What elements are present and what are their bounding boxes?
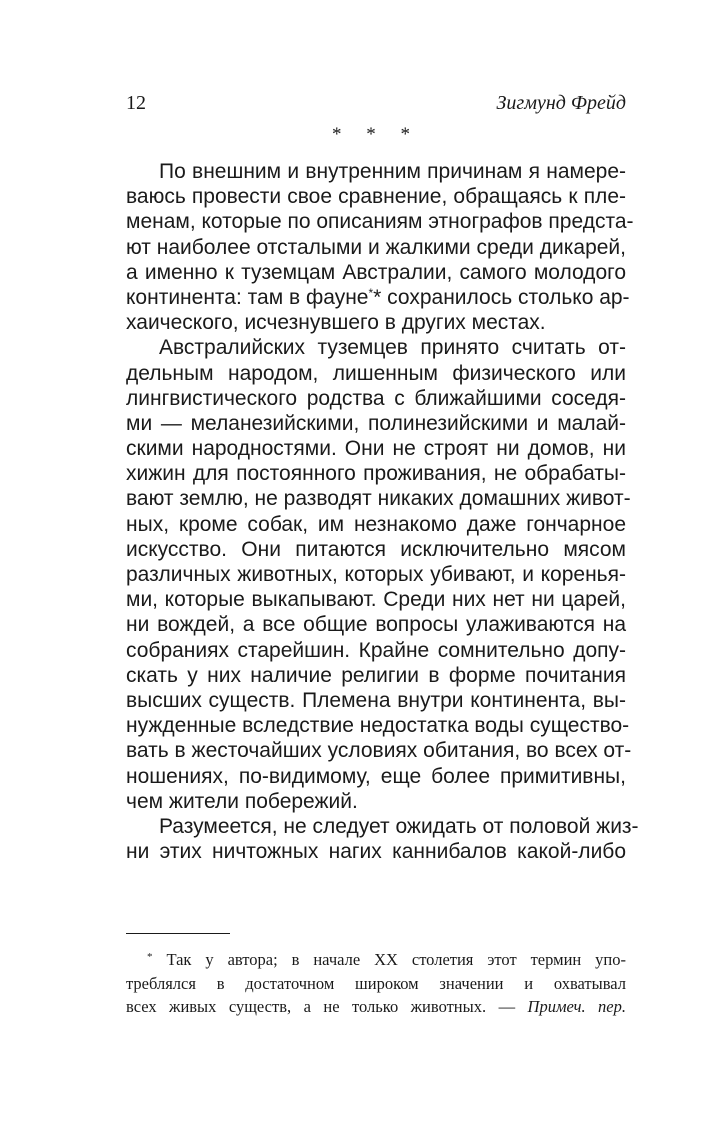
footnote: [126, 948, 626, 1019]
text-line: лингвистического родства с ближайшими соседя-: [126, 386, 626, 410]
body-text: [126, 159, 639, 864]
text-line: скими народностями. Они не строят ни домов, ни: [126, 437, 626, 461]
page-number: 12: [126, 92, 146, 114]
footnote-text: Так у автора; в начале XX столетия этот термин упо-: [152, 950, 626, 969]
translator-note: Примеч. пер.: [527, 997, 627, 1016]
footnote-line: [126, 995, 626, 1019]
text-line-part: * сохранилось столько ар-: [373, 285, 630, 309]
text-line: ми, которые выкапывают. Среди них нет ни царей,: [126, 588, 626, 612]
text-line: менам, которые по описаниям этнографов предста-: [126, 210, 634, 234]
text-line: [126, 285, 630, 310]
text-line: ношениях, по-видимому, еще более примитивны,: [126, 764, 626, 788]
text-line: Разумеется, не следует ожидать от половой жиз-: [159, 814, 639, 838]
text-line: ни этих ничтожных нагих каннибалов какой-либо: [126, 840, 626, 864]
text-line: ни вождей, а все общие вопросы улаживаются на: [126, 613, 626, 637]
text-line: ют наиболее отсталыми и жалкими среди дикарей,: [126, 235, 626, 259]
text-line: Австралийских туземцев принято считать от-: [159, 336, 626, 360]
text-line: хаического, исчезнувшего в других местах.: [126, 311, 546, 335]
running-head: Зигмунд Фрейд: [496, 92, 626, 114]
page-header: [126, 92, 626, 116]
footnote-marker: *: [147, 951, 153, 963]
text-line: различных животных, которых убивают, и коренья-: [126, 563, 626, 586]
text-line: По внешним и внутренним причинам я намере-: [159, 160, 626, 183]
text-line: скать у них наличие религии в форме почитания: [126, 663, 626, 687]
text-line: собраниях старейшин. Крайне сомнительно допу-: [126, 638, 626, 662]
text-line: искусство. Они питаются исключительно мясом: [126, 537, 626, 561]
text-line: ваюсь провести свое сравнение, обращаясь к пле-: [126, 185, 626, 209]
text-line: вать в жесточайших условиях обитания, во всех от-: [126, 739, 632, 763]
text-line: нужденные вследствие недостатка воды существо-: [126, 714, 630, 738]
text-line: ми — меланезийскими, полинезийскими и малай-: [126, 411, 626, 435]
footnote-divider: [126, 933, 230, 934]
footnote-line: треблялся в достаточном широком значении и охватывал: [126, 973, 626, 993]
footnote-reference: *: [368, 285, 374, 300]
text-line: а именно к туземцам Австралии, самого молодого: [126, 260, 626, 284]
footnote-line: [126, 948, 626, 972]
text-line: вают землю, не разводят никаких домашних живот-: [126, 487, 631, 511]
text-line: ных, кроме собак, им незнакомо даже гончарное: [126, 512, 626, 536]
text-line: высших существ. Племена внутри континента, вы-: [126, 688, 626, 712]
text-line: дельным народом, лишенным физического или: [126, 361, 626, 385]
footnote-text: всех живых существ, а не только животных. —: [126, 997, 528, 1016]
text-line: хижин для постоянного проживания, не обрабаты-: [126, 462, 626, 486]
section-divider: * * *: [332, 124, 420, 145]
text-line: чем жители побережий.: [126, 789, 358, 813]
text-line-part: континента: там в фауне: [126, 285, 369, 309]
